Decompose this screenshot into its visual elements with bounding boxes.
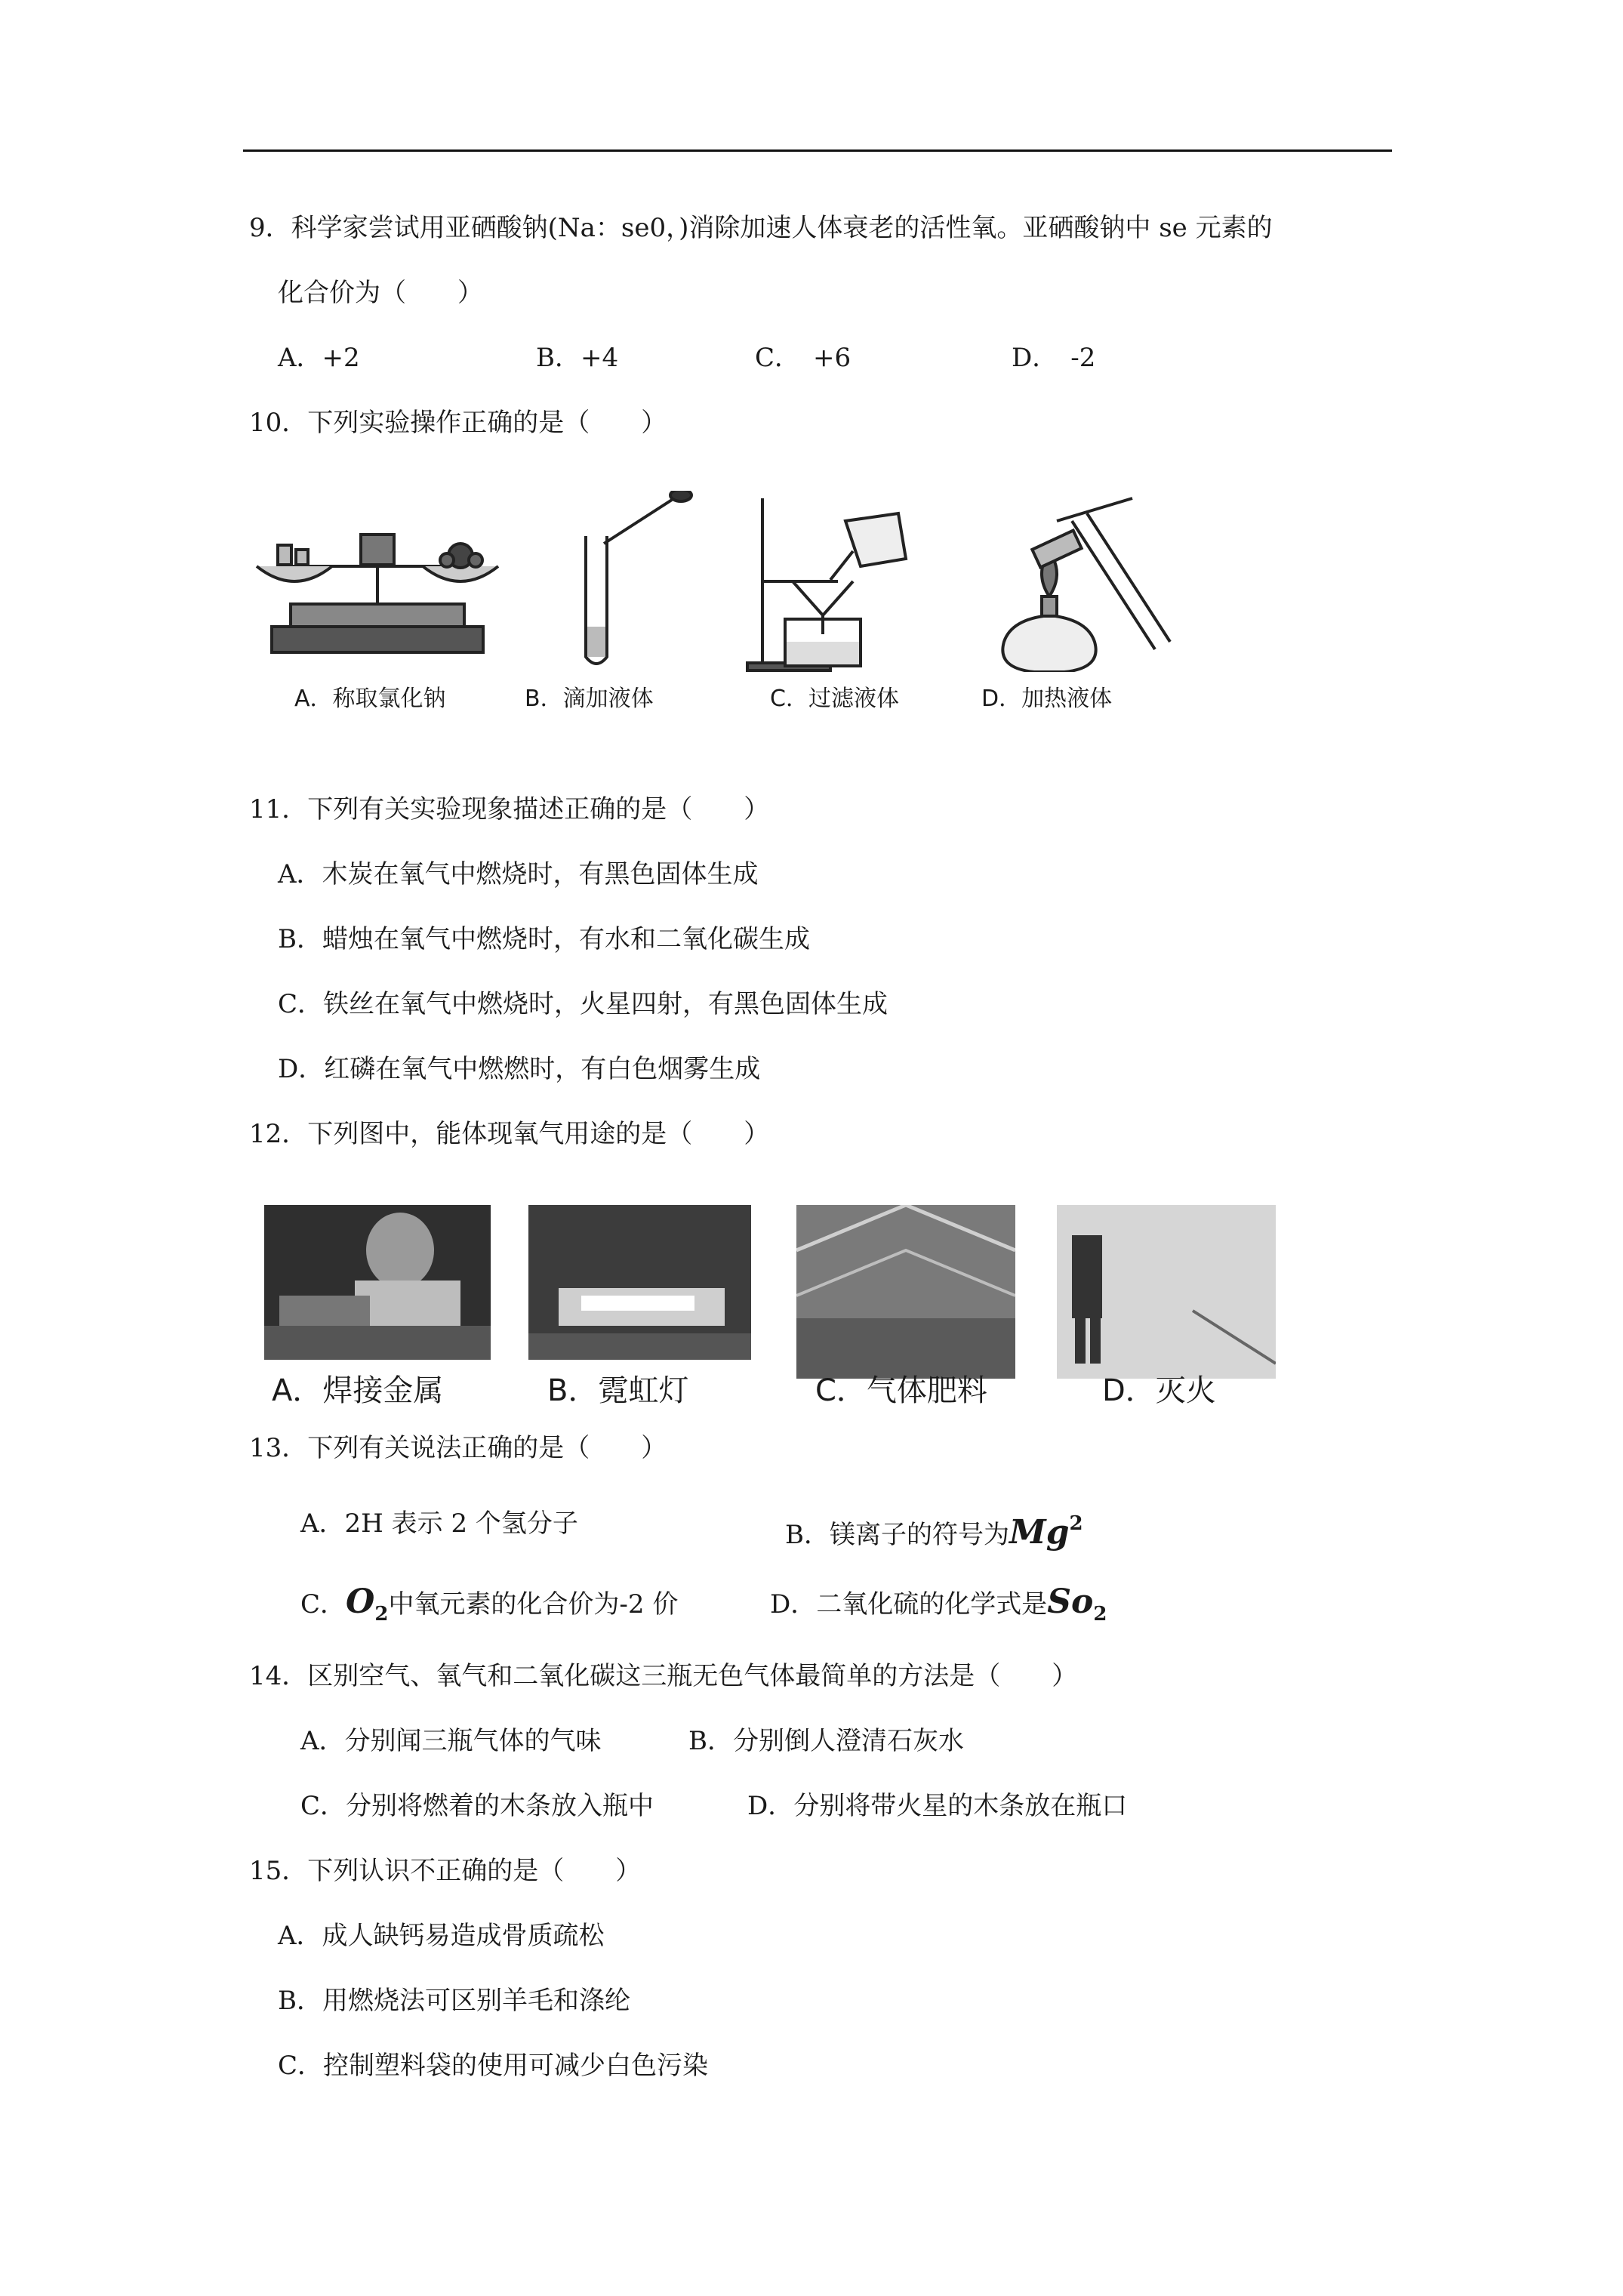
q9-stem-line2: 化合价为（ ） <box>278 278 483 308</box>
q15-option-b: B．用燃烧法可区别羊毛和涤纶 <box>278 1986 630 2016</box>
dropper-icon <box>586 491 691 664</box>
mg-charge: 2 <box>1069 1512 1083 1535</box>
q11-option-c: C．铁丝在氧气中燃烧时，火星四射，有黑色固体生成 <box>278 989 888 1019</box>
q13-stem: 13．下列有关说法正确的是（ ） <box>249 1433 667 1463</box>
o-symbol: O <box>346 1583 375 1621</box>
mg-symbol: Mg <box>1009 1513 1070 1552</box>
q13-option-a: A．2H 表示 2 个氢分子 <box>300 1509 578 1539</box>
q9-option-a: A．+2 <box>278 343 360 373</box>
so-subscript: 2 <box>1093 1602 1107 1626</box>
q10-caption-d: D．加热液体 <box>981 686 1113 712</box>
magnesium-ion-symbol <box>1009 1513 1083 1552</box>
q10-figure <box>249 491 1208 725</box>
q10-caption-c: C．过滤液体 <box>770 686 899 712</box>
q10-stem: 10．下列实验操作正确的是（ ） <box>249 408 667 438</box>
lab-operations-illustration <box>249 491 1208 672</box>
q12-figure <box>257 1178 1283 1412</box>
q15-option-c: C．控制塑料袋的使用可减少白色污染 <box>278 2051 709 2081</box>
q9-option-d: D． -2 <box>1012 343 1096 373</box>
header-rule <box>243 149 1392 152</box>
q13-option-c-prefix: C． <box>300 1589 346 1620</box>
q13-option-c-text: 中氧元素的化合价为-2 价 <box>388 1589 679 1620</box>
q12-caption-d: D．灭火 <box>1102 1373 1216 1408</box>
q12-caption-b: B．霓虹灯 <box>547 1373 689 1408</box>
q11-stem: 11．下列有关实验现象描述正确的是（ ） <box>249 794 770 824</box>
q11-option-a: A．木炭在氧气中燃烧时，有黑色固体生成 <box>278 859 759 889</box>
q10-caption-a: A．称取氯化钠 <box>294 686 446 712</box>
q12-caption-a: A．焊接金属 <box>272 1373 444 1408</box>
sulfur-dioxide-formula <box>1047 1583 1107 1626</box>
q13-option-d <box>770 1583 1107 1631</box>
q12-caption-c: C．气体肥料 <box>815 1373 987 1408</box>
q13-option-b <box>785 1507 1083 1552</box>
so-symbol: So <box>1047 1583 1094 1621</box>
oxygen-formula <box>346 1583 389 1626</box>
q14-option-c: C．分别将燃着的木条放入瓶中 <box>300 1791 654 1821</box>
q15-stem: 15．下列认识不正确的是（ ） <box>249 1856 642 1886</box>
fire-extinguishing-photo <box>1057 1205 1276 1379</box>
balance-icon <box>257 535 498 652</box>
filter-icon <box>747 498 906 670</box>
q9-stem-line1: 9．科学家尝试用亚硒酸钠(Na：se0，)消除加速人体衰老的活性氧。亚硒酸钠中 se 元素的 <box>249 213 1273 243</box>
q14-option-a: A．分别闻三瓶气体的气味 <box>300 1726 602 1756</box>
q14-option-b: B．分别倒人澄清石灰水 <box>688 1726 964 1756</box>
welding-photo <box>264 1205 491 1360</box>
q10-caption-b: B．滴加液体 <box>525 686 654 712</box>
q13-option-b-text: B．镁离子的符号为 <box>785 1520 1009 1550</box>
alcohol-lamp-icon <box>1002 498 1170 672</box>
neon-light-photo <box>528 1205 751 1360</box>
q12-stem: 12．下列图中，能体现氧气用途的是（ ） <box>249 1119 770 1149</box>
q15-option-a: A．成人缺钙易造成骨质疏松 <box>278 1921 605 1951</box>
q13-option-d-text: D．二氧化硫的化学式是 <box>770 1589 1048 1620</box>
q11-option-b: B．蜡烛在氧气中燃烧时，有水和二氧化碳生成 <box>278 924 810 954</box>
q14-option-d: D．分别将带火星的木条放在瓶口 <box>747 1791 1128 1821</box>
q14-stem: 14．区别空气、氧气和二氧化碳这三瓶无色气体最简单的方法是（ ） <box>249 1661 1078 1691</box>
q13-option-c <box>300 1583 679 1631</box>
q9-option-c: C． +6 <box>755 343 852 373</box>
q11-option-d: D．红磷在氧气中燃燃时，有白色烟雾生成 <box>278 1054 761 1084</box>
q9-option-b: B．+4 <box>536 343 619 373</box>
greenhouse-photo <box>796 1205 1015 1379</box>
o-subscript: 2 <box>374 1602 389 1626</box>
